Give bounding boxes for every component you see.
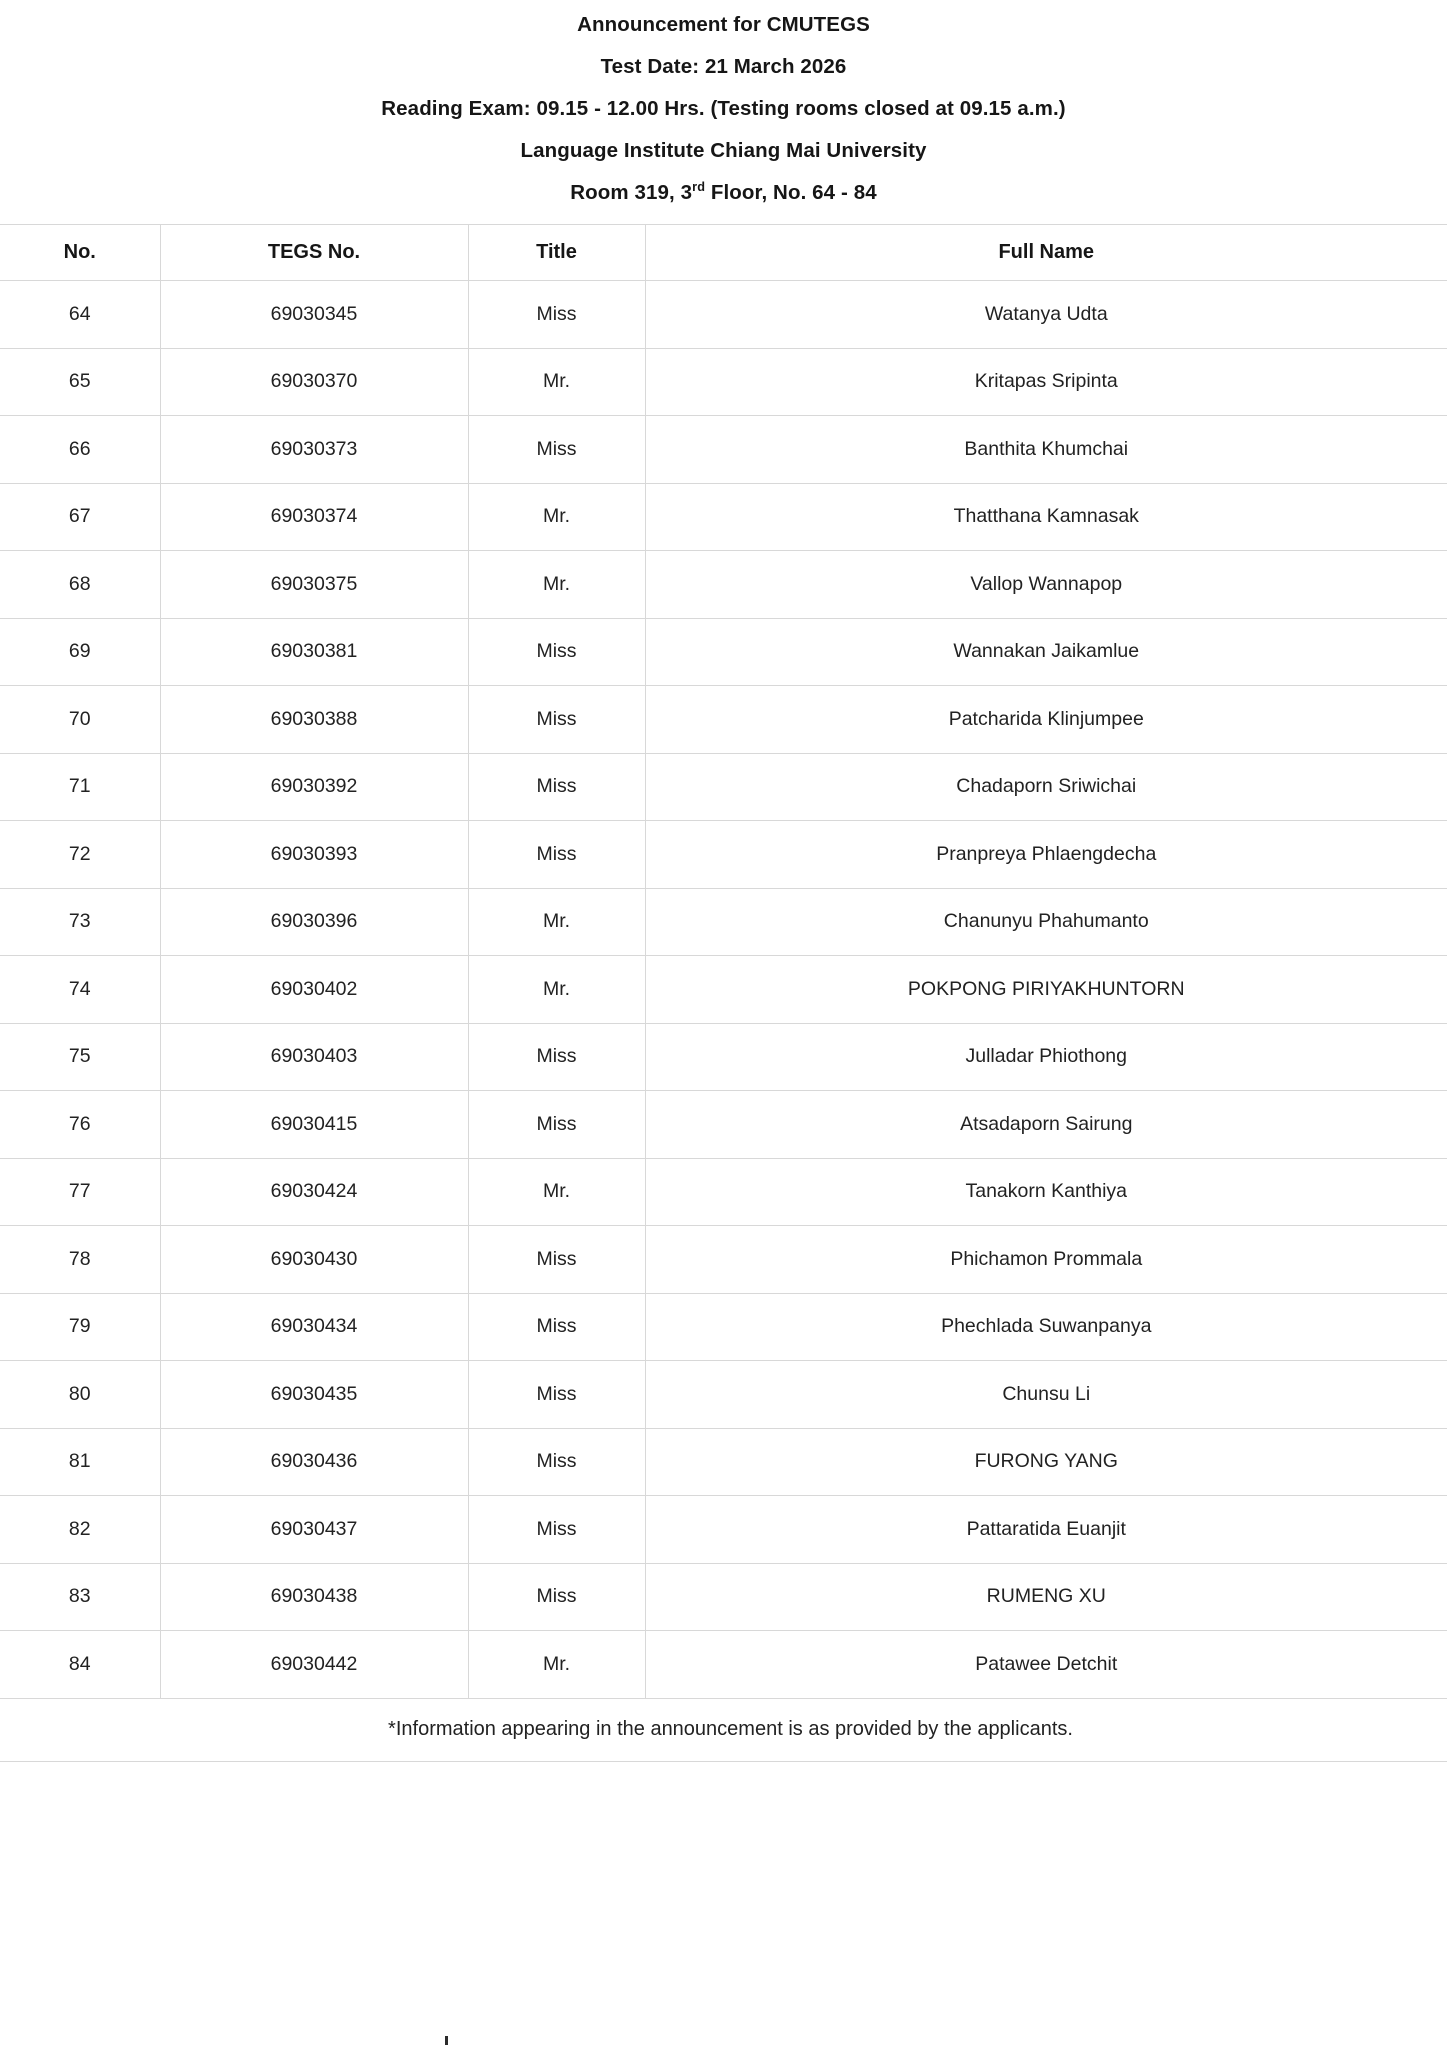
row-cell-full-name: Watanya Udta [645,281,1447,349]
row-cell-title: Mr. [468,956,645,1024]
row-cell-full-name: Vallop Wannapop [645,551,1447,619]
row-cell-no: 66 [0,416,160,484]
row-cell-tegs-no: 69030438 [160,1563,468,1631]
column-header-title: Title [468,225,645,281]
room-ordinal-suffix: rd [692,179,706,195]
row-cell-title: Miss [468,753,645,821]
row-cell-no: 84 [0,1631,160,1699]
row-cell-tegs-no: 69030437 [160,1496,468,1564]
row-cell-full-name: Phechlada Suwanpanya [645,1293,1447,1361]
row-cell-no: 71 [0,753,160,821]
column-header-no: No. [0,225,160,281]
heading-line-reading-exam: Reading Exam: 09.15 - 12.00 Hrs. (Testing rooms closed at 09.15 a.m.) [381,97,1066,120]
table-row [0,753,1447,821]
row-cell-full-name: Wannakan Jaikamlue [645,618,1447,686]
row-cell-full-name: Banthita Khumchai [645,416,1447,484]
table-body [0,281,1447,1699]
table-footer [0,1698,1447,1761]
table-row [0,1091,1447,1159]
row-cell-no: 72 [0,821,160,889]
table-row [0,956,1447,1024]
table-row [0,686,1447,754]
room-text-after: Floor, No. 64 - 84 [705,181,877,204]
table-row [0,416,1447,484]
table-row [0,483,1447,551]
row-cell-tegs-no: 69030393 [160,821,468,889]
table-row [0,1023,1447,1091]
row-cell-tegs-no: 69030345 [160,281,468,349]
row-cell-no: 75 [0,1023,160,1091]
row-cell-full-name: Chanunyu Phahumanto [645,888,1447,956]
row-cell-title: Miss [468,1091,645,1159]
row-cell-title: Mr. [468,1158,645,1226]
row-cell-title: Miss [468,1023,645,1091]
row-cell-title: Mr. [468,483,645,551]
row-cell-full-name: RUMENG XU [645,1563,1447,1631]
row-cell-full-name: Atsadaporn Sairung [645,1091,1447,1159]
row-cell-full-name: Kritapas Sripinta [645,348,1447,416]
row-cell-full-name: Pranpreya Phlaengdecha [645,821,1447,889]
table-row [0,821,1447,889]
row-cell-title: Mr. [468,1631,645,1699]
row-cell-full-name: Pattaratida Euanjit [645,1496,1447,1564]
row-cell-no: 70 [0,686,160,754]
heading-line-test-date: Test Date: 21 March 2026 [600,55,847,78]
roster-table-container [0,224,1447,1762]
row-cell-no: 81 [0,1428,160,1496]
row-cell-tegs-no: 69030373 [160,416,468,484]
footnote-text: *Information appearing in the announcement is as provided by the applicants. [388,1718,1073,1740]
row-cell-no: 68 [0,551,160,619]
row-cell-tegs-no: 69030415 [160,1091,468,1159]
row-cell-tegs-no: 69030436 [160,1428,468,1496]
row-cell-title: Miss [468,821,645,889]
row-cell-no: 73 [0,888,160,956]
row-cell-full-name: Julladar Phiothong [645,1023,1447,1091]
row-cell-title: Miss [468,618,645,686]
row-cell-title: Miss [468,1496,645,1564]
heading-line-room [0,172,1447,214]
row-cell-no: 78 [0,1226,160,1294]
row-cell-title: Miss [468,1361,645,1429]
room-text-before: Room 319, 3 [570,181,693,204]
heading-line-announcement: Announcement for CMUTEGS [577,13,870,36]
row-cell-tegs-no: 69030375 [160,551,468,619]
row-cell-no: 82 [0,1496,160,1564]
footnote-row [0,1698,1447,1761]
row-cell-tegs-no: 69030403 [160,1023,468,1091]
row-cell-no: 74 [0,956,160,1024]
roster-table [0,224,1447,1762]
table-row [0,618,1447,686]
header-row [0,225,1447,281]
table-row [0,551,1447,619]
table-row [0,1293,1447,1361]
row-cell-title: Miss [468,1293,645,1361]
row-cell-no: 64 [0,281,160,349]
row-cell-no: 65 [0,348,160,416]
row-cell-tegs-no: 69030424 [160,1158,468,1226]
table-row [0,1158,1447,1226]
row-cell-tegs-no: 69030430 [160,1226,468,1294]
heading-line-institute: Language Institute Chiang Mai University [520,139,927,162]
row-cell-tegs-no: 69030370 [160,348,468,416]
row-cell-title: Miss [468,686,645,754]
row-cell-title: Mr. [468,888,645,956]
column-header-tegs-no: TEGS No. [160,225,468,281]
row-cell-full-name: Tanakorn Kanthiya [645,1158,1447,1226]
row-cell-title: Mr. [468,551,645,619]
row-cell-full-name: Chunsu Li [645,1361,1447,1429]
row-cell-full-name: Chadaporn Sriwichai [645,753,1447,821]
table-row [0,1496,1447,1564]
row-cell-title: Mr. [468,348,645,416]
row-cell-tegs-no: 69030434 [160,1293,468,1361]
row-cell-no: 69 [0,618,160,686]
row-cell-no: 76 [0,1091,160,1159]
row-cell-tegs-no: 69030381 [160,618,468,686]
row-cell-no: 67 [0,483,160,551]
page-scan-artifact [445,2036,448,2045]
row-cell-tegs-no: 69030396 [160,888,468,956]
row-cell-no: 80 [0,1361,160,1429]
row-cell-no: 79 [0,1293,160,1361]
table-row [0,888,1447,956]
column-header-full-name: Full Name [645,225,1447,281]
row-cell-title: Miss [468,1226,645,1294]
row-cell-title: Miss [468,1563,645,1631]
row-cell-full-name: FURONG YANG [645,1428,1447,1496]
table-row [0,1428,1447,1496]
table-header [0,225,1447,281]
row-cell-title: Miss [468,416,645,484]
row-cell-title: Miss [468,1428,645,1496]
table-row [0,1631,1447,1699]
table-row [0,281,1447,349]
row-cell-no: 77 [0,1158,160,1226]
row-cell-full-name: Phichamon Prommala [645,1226,1447,1294]
row-cell-no: 83 [0,1563,160,1631]
table-row [0,1361,1447,1429]
footnote-cell [0,1698,1447,1761]
document-heading [0,0,1447,214]
table-row [0,1226,1447,1294]
row-cell-full-name: Patcharida Klinjumpee [645,686,1447,754]
row-cell-tegs-no: 69030442 [160,1631,468,1699]
row-cell-title: Miss [468,281,645,349]
row-cell-tegs-no: 69030435 [160,1361,468,1429]
row-cell-tegs-no: 69030388 [160,686,468,754]
row-cell-full-name: Patawee Detchit [645,1631,1447,1699]
row-cell-tegs-no: 69030374 [160,483,468,551]
row-cell-full-name: Thatthana Kamnasak [645,483,1447,551]
table-row [0,348,1447,416]
table-row [0,1563,1447,1631]
row-cell-tegs-no: 69030402 [160,956,468,1024]
row-cell-tegs-no: 69030392 [160,753,468,821]
row-cell-full-name: POKPONG PIRIYAKHUNTORN [645,956,1447,1024]
